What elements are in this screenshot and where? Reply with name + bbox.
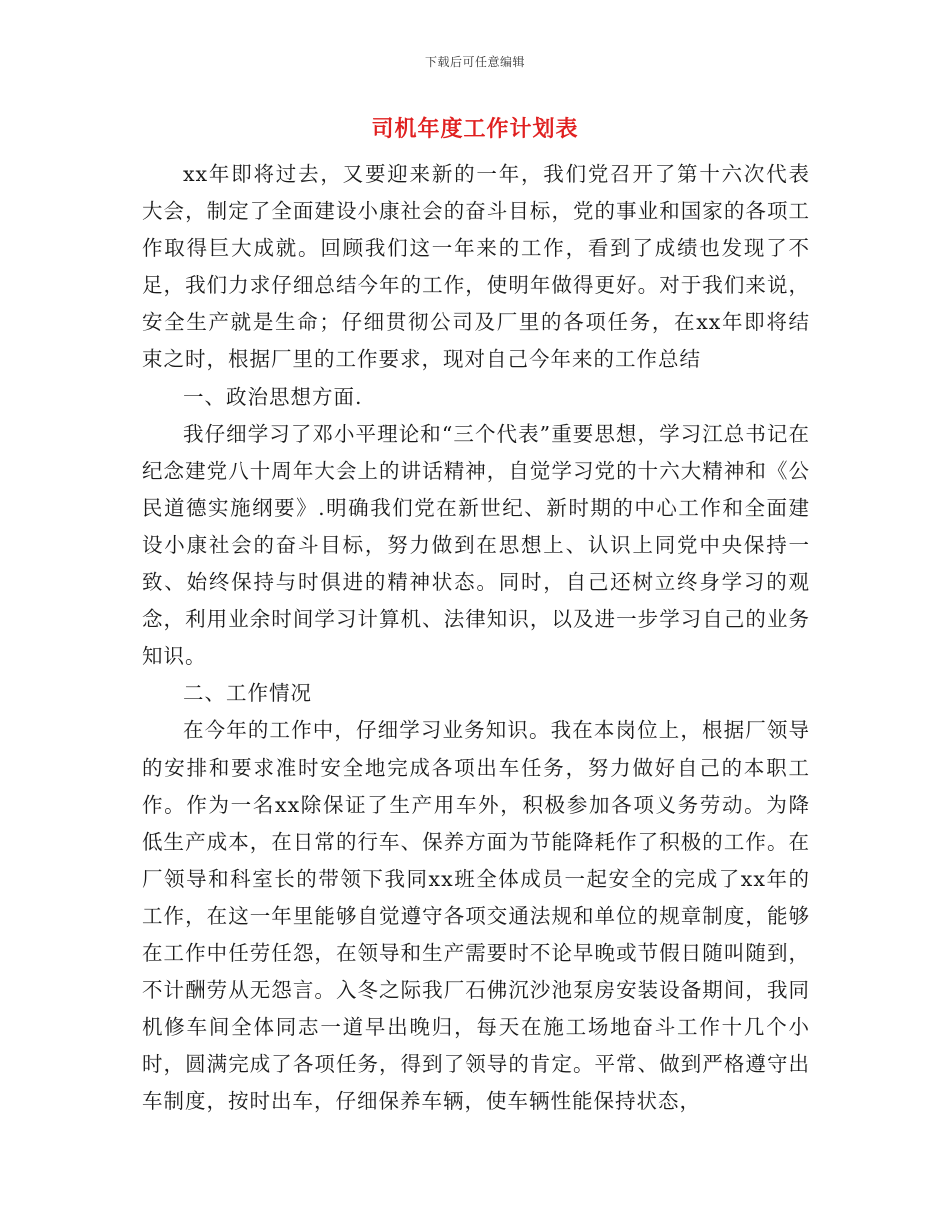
section-heading-work: 二、工作情况 xyxy=(183,681,312,706)
paragraph-intro: xx年即将过去，又要迎来新的一年，我们党召开了第十六次代表大会，制定了全面建设小康社会的奋斗目标，党的事业和国家的各项工作取得巨大成就。回顾我们这一年来的工作，看到了成绩也发现了不足，我们力求仔细总结今年的工作，使明年做得更好。对于我们来说，安全生产就是生命；仔细贯彻公司及厂里的各项任务，在xx年即将结束之时，根据厂里的工作要求，现对自己今年来的工作总结 xyxy=(142,162,810,372)
paragraph-work: 在今年的工作中，仔细学习业务知识。我在本岗位上，根据厂领导的安排和要求准时安全地完成各项出车任务，努力做好自己的本职工作。作为一名xx除保证了生产用车外，积极参加各项义务劳动。为降低生产成本，在日常的行车、保养方面为节能降耗作了积极的工作。在厂领导和科室长的带领下我同xx班全体成员一起安全的完成了xx年的工作，在这一年里能够自觉遵守各项交通法规和单位的规章制度，能够在工作中任劳任怨，在领导和生产需要时不论早晚或节假日随叫随到，不计酬劳从无怨言。入冬之际我厂石佛沉沙池泵房安装设备期间，我同机修车间全体同志一道早出晚归，每天在施工场地奋斗工作十几个小时，圆满完成了各项任务，得到了领导的肯定。平常、做到严格遵守出车制度，按时出车，仔细保养车辆，使车辆性能保持状态， xyxy=(142,718,810,1114)
section-heading-political: 一、政治思想方面. xyxy=(183,384,363,409)
document-title: 司机年度工作计划表 xyxy=(371,117,579,142)
document-body xyxy=(142,156,810,1120)
paragraph-political: 我仔细学习了邓小平理论和“三个代表”重要思想，学习江总书记在纪念建党八十周年大会上的讲话精神，自觉学习党的十六大精神和《公民道德实施纲要》.明确我们党在新世纪、新时期的中心工作和全面建设小康社会的奋斗目标，努力做到在思想上、认识上同党中央保持一致、始终保持与时俱进的精神状态。同时，自己还树立终身学习的观念，利用业余时间学习计算机、法律知识，以及进一步学习自己的业务知识。 xyxy=(142,421,810,669)
header-note: 下载后可任意编辑 xyxy=(424,55,525,69)
